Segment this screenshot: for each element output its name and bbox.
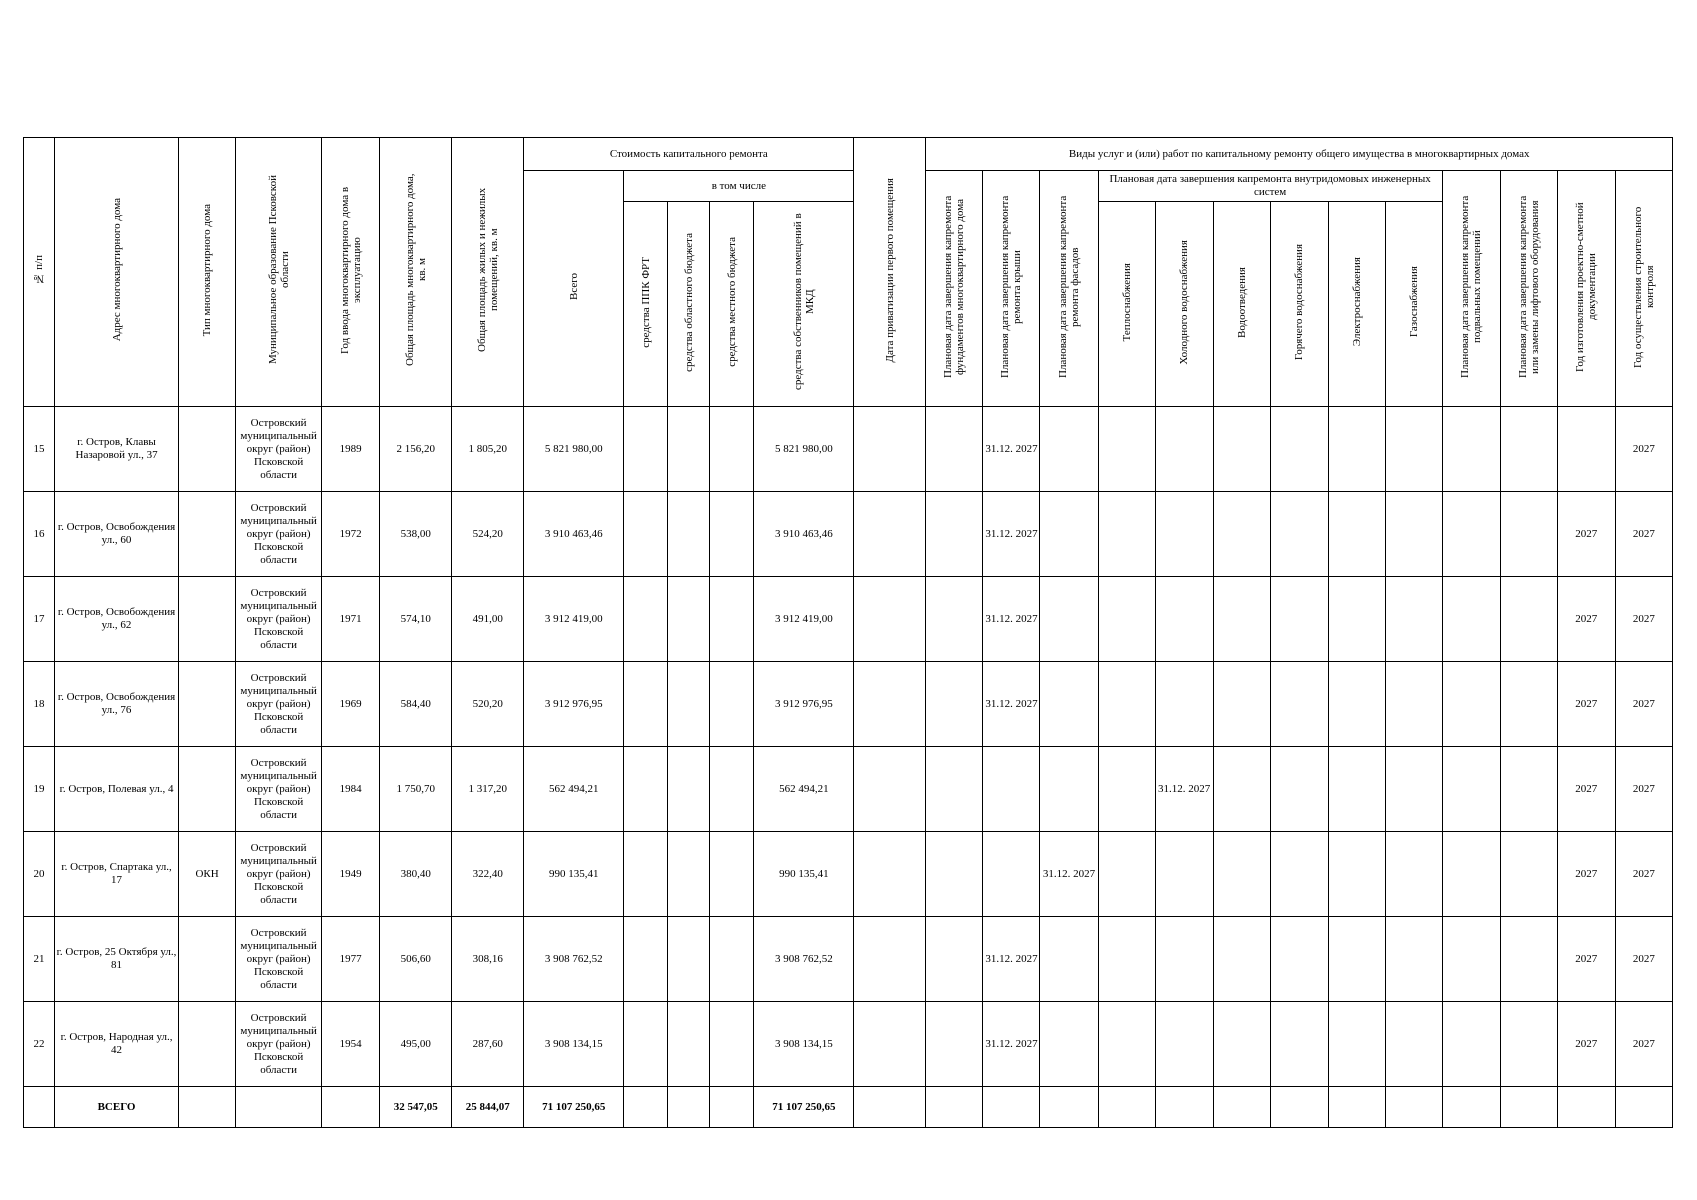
row-total-cost: 5 821 980,00 — [524, 407, 624, 492]
row-hot-water-date — [1270, 832, 1328, 917]
row-total-cost: 3 910 463,46 — [524, 492, 624, 577]
row-heating-date — [1098, 407, 1155, 492]
row-foundation-date — [926, 747, 983, 832]
row-gas-date — [1385, 407, 1442, 492]
row-facade-date — [1040, 407, 1098, 492]
row-owners-funds: 562 494,21 — [754, 747, 854, 832]
row-elevator-date — [1500, 407, 1557, 492]
row-heating-date — [1098, 917, 1155, 1002]
row-design-doc-year: 2027 — [1557, 662, 1615, 747]
row-hot-water-date — [1270, 662, 1328, 747]
row-municipality: Островский муниципальный округ (район) Псковской области — [236, 917, 322, 1002]
row-local-budget — [710, 1002, 754, 1087]
row-house-type: ОКН — [179, 832, 236, 917]
row-local-budget — [710, 917, 754, 1002]
row-elevator-date — [1500, 747, 1557, 832]
row-gas-date — [1385, 747, 1442, 832]
header-foundation: Плановая дата завершения капремонта фундаментов многоквартирного дома — [926, 171, 983, 407]
table-row — [24, 917, 1673, 1002]
row-construction-control-year: 2027 — [1615, 747, 1672, 832]
row-total-area: 538,00 — [380, 492, 452, 577]
total-label: ВСЕГО — [55, 1087, 179, 1128]
row-address: г. Остров, Освобождения ул., 62 — [55, 577, 179, 662]
row-sewerage-date — [1213, 407, 1270, 492]
row-cold-water-date — [1155, 662, 1213, 747]
row-privatization-date — [854, 832, 926, 917]
row-owners-funds: 990 135,41 — [754, 832, 854, 917]
row-roof-date — [983, 747, 1040, 832]
row-construction-control-year: 2027 — [1615, 577, 1672, 662]
row-facade-date — [1040, 662, 1098, 747]
row-facade-date: 31.12. 2027 — [1040, 832, 1098, 917]
row-electricity-date — [1328, 492, 1385, 577]
row-elevator-date — [1500, 832, 1557, 917]
row-sewerage-date — [1213, 662, 1270, 747]
row-cold-water-date — [1155, 917, 1213, 1002]
row-design-doc-year: 2027 — [1557, 832, 1615, 917]
capital-repair-table — [23, 137, 1673, 1128]
header-owners-funds: средства собственников помещений в МКД — [754, 202, 854, 407]
row-premises-area: 491,00 — [452, 577, 524, 662]
row-regional-budget — [668, 492, 710, 577]
row-municipality: Островский муниципальный округ (район) Псковской области — [236, 407, 322, 492]
row-privatization-date — [854, 492, 926, 577]
row-hot-water-date — [1270, 917, 1328, 1002]
row-sewerage-date — [1213, 577, 1270, 662]
row-ppk-frt — [624, 917, 668, 1002]
row-ppk-frt — [624, 747, 668, 832]
row-gas-date — [1385, 832, 1442, 917]
row-premises-area: 287,60 — [452, 1002, 524, 1087]
header-roof: Плановая дата завершения капремонта ремонта крыши — [983, 171, 1040, 407]
row-year-built: 1972 — [322, 492, 380, 577]
row-num: 17 — [24, 577, 55, 662]
header-sewerage: Водоотведения — [1213, 202, 1270, 407]
row-total-cost: 3 908 134,15 — [524, 1002, 624, 1087]
row-construction-control-year: 2027 — [1615, 492, 1672, 577]
row-house-type — [179, 407, 236, 492]
row-gas-date — [1385, 577, 1442, 662]
row-regional-budget — [668, 747, 710, 832]
row-basement-date — [1442, 917, 1500, 1002]
header-year-built: Год ввода многоквартирного дома в эксплуатацию — [322, 138, 380, 407]
row-heating-date — [1098, 492, 1155, 577]
row-basement-date — [1442, 832, 1500, 917]
header-engineering-group: Плановая дата завершения капремонта внутридомовых инженерных систем — [1098, 171, 1442, 202]
row-roof-date: 31.12. 2027 — [983, 492, 1040, 577]
header-hot-water: Горячего водоснабжения — [1270, 202, 1328, 407]
row-municipality: Островский муниципальный округ (район) Псковской области — [236, 577, 322, 662]
total-area-sum: 32 547,05 — [380, 1087, 452, 1128]
row-gas-date — [1385, 662, 1442, 747]
row-cold-water-date — [1155, 407, 1213, 492]
row-foundation-date — [926, 407, 983, 492]
row-house-type — [179, 662, 236, 747]
row-construction-control-year: 2027 — [1615, 407, 1672, 492]
table-row — [24, 747, 1673, 832]
row-num: 19 — [24, 747, 55, 832]
row-elevator-date — [1500, 492, 1557, 577]
row-address: г. Остров, Народная ул., 42 — [55, 1002, 179, 1087]
header-works-group: Виды услуг и (или) работ по капитальному ремонту общего имущества в многоквартирных домах — [926, 138, 1673, 171]
row-sewerage-date — [1213, 1002, 1270, 1087]
row-num: 16 — [24, 492, 55, 577]
row-foundation-date — [926, 577, 983, 662]
row-owners-funds: 3 910 463,46 — [754, 492, 854, 577]
row-premises-area: 520,20 — [452, 662, 524, 747]
row-regional-budget — [668, 407, 710, 492]
row-cold-water-date: 31.12. 2027 — [1155, 747, 1213, 832]
header-municipality: Муниципальное образование Псковской области — [236, 138, 322, 407]
row-electricity-date — [1328, 1002, 1385, 1087]
row-design-doc-year: 2027 — [1557, 492, 1615, 577]
header-design-doc: Год изготовления проектно-сметной документации — [1557, 171, 1615, 407]
row-year-built: 1949 — [322, 832, 380, 917]
table-row — [24, 407, 1673, 492]
table-row — [24, 832, 1673, 917]
row-hot-water-date — [1270, 747, 1328, 832]
row-heating-date — [1098, 662, 1155, 747]
row-address: г. Остров, Освобождения ул., 76 — [55, 662, 179, 747]
row-total-cost: 3 912 976,95 — [524, 662, 624, 747]
row-year-built: 1971 — [322, 577, 380, 662]
row-electricity-date — [1328, 577, 1385, 662]
row-address: г. Остров, 25 Октября ул., 81 — [55, 917, 179, 1002]
header-local-budget: средства местного бюджета — [710, 202, 754, 407]
row-privatization-date — [854, 407, 926, 492]
row-house-type — [179, 1002, 236, 1087]
row-cold-water-date — [1155, 492, 1213, 577]
row-local-budget — [710, 662, 754, 747]
row-premises-area: 308,16 — [452, 917, 524, 1002]
row-sewerage-date — [1213, 832, 1270, 917]
row-ppk-frt — [624, 832, 668, 917]
row-design-doc-year: 2027 — [1557, 917, 1615, 1002]
row-local-budget — [710, 577, 754, 662]
row-ppk-frt — [624, 577, 668, 662]
row-privatization-date — [854, 747, 926, 832]
row-basement-date — [1442, 407, 1500, 492]
row-roof-date: 31.12. 2027 — [983, 1002, 1040, 1087]
row-municipality: Островский муниципальный округ (район) Псковской области — [236, 662, 322, 747]
row-total-area: 495,00 — [380, 1002, 452, 1087]
row-heating-date — [1098, 747, 1155, 832]
row-elevator-date — [1500, 1002, 1557, 1087]
row-house-type — [179, 492, 236, 577]
row-owners-funds: 3 912 419,00 — [754, 577, 854, 662]
row-basement-date — [1442, 1002, 1500, 1087]
row-total-cost: 3 912 419,00 — [524, 577, 624, 662]
row-num: 18 — [24, 662, 55, 747]
total-premises-sum: 25 844,07 — [452, 1087, 524, 1128]
row-construction-control-year: 2027 — [1615, 1002, 1672, 1087]
row-construction-control-year: 2027 — [1615, 832, 1672, 917]
row-electricity-date — [1328, 917, 1385, 1002]
row-house-type — [179, 917, 236, 1002]
row-owners-funds: 3 908 762,52 — [754, 917, 854, 1002]
row-local-budget — [710, 492, 754, 577]
row-construction-control-year: 2027 — [1615, 917, 1672, 1002]
row-ppk-frt — [624, 662, 668, 747]
row-foundation-date — [926, 917, 983, 1002]
row-sewerage-date — [1213, 492, 1270, 577]
row-premises-area: 322,40 — [452, 832, 524, 917]
row-basement-date — [1442, 747, 1500, 832]
row-privatization-date — [854, 662, 926, 747]
row-hot-water-date — [1270, 1002, 1328, 1087]
row-hot-water-date — [1270, 492, 1328, 577]
row-design-doc-year: 2027 — [1557, 747, 1615, 832]
row-year-built: 1977 — [322, 917, 380, 1002]
row-cold-water-date — [1155, 832, 1213, 917]
row-owners-funds: 3 908 134,15 — [754, 1002, 854, 1087]
row-municipality: Островский муниципальный округ (район) Псковской области — [236, 747, 322, 832]
row-total-area: 1 750,70 — [380, 747, 452, 832]
header-total-area: Общая площадь многоквартирного дома, кв. м — [380, 138, 452, 407]
row-gas-date — [1385, 492, 1442, 577]
row-facade-date — [1040, 1002, 1098, 1087]
row-basement-date — [1442, 577, 1500, 662]
row-foundation-date — [926, 1002, 983, 1087]
row-foundation-date — [926, 662, 983, 747]
row-num: 22 — [24, 1002, 55, 1087]
row-premises-area: 1 805,20 — [452, 407, 524, 492]
header-num: № п/п — [24, 138, 55, 407]
header-elevator: Плановая дата завершения капремонта или замены лифтового оборудования — [1500, 171, 1557, 407]
row-house-type — [179, 747, 236, 832]
row-construction-control-year: 2027 — [1615, 662, 1672, 747]
row-regional-budget — [668, 577, 710, 662]
header-electricity: Электроснабжения — [1328, 202, 1385, 407]
row-cold-water-date — [1155, 577, 1213, 662]
row-roof-date: 31.12. 2027 — [983, 577, 1040, 662]
row-electricity-date — [1328, 662, 1385, 747]
row-roof-date — [983, 832, 1040, 917]
total-cost-sum: 71 107 250,65 — [524, 1087, 624, 1128]
header-privatization-date: Дата приватизации первого помещения — [854, 138, 926, 407]
table-row — [24, 492, 1673, 577]
row-total-area: 574,10 — [380, 577, 452, 662]
row-gas-date — [1385, 917, 1442, 1002]
row-total-cost: 3 908 762,52 — [524, 917, 624, 1002]
row-municipality: Островский муниципальный округ (район) Псковской области — [236, 832, 322, 917]
row-owners-funds: 5 821 980,00 — [754, 407, 854, 492]
row-facade-date — [1040, 577, 1098, 662]
row-basement-date — [1442, 492, 1500, 577]
row-basement-date — [1442, 662, 1500, 747]
header-total-cost: Всего — [524, 171, 624, 407]
row-heating-date — [1098, 577, 1155, 662]
row-electricity-date — [1328, 407, 1385, 492]
row-facade-date — [1040, 747, 1098, 832]
row-ppk-frt — [624, 407, 668, 492]
row-address: г. Остров, Клавы Назаровой ул., 37 — [55, 407, 179, 492]
row-address: г. Остров, Спартака ул., 17 — [55, 832, 179, 917]
row-hot-water-date — [1270, 407, 1328, 492]
row-heating-date — [1098, 1002, 1155, 1087]
row-num: 20 — [24, 832, 55, 917]
header-address: Адрес многоквартирного дома — [55, 138, 179, 407]
row-year-built: 1954 — [322, 1002, 380, 1087]
row-year-built: 1984 — [322, 747, 380, 832]
row-hot-water-date — [1270, 577, 1328, 662]
total-row — [24, 1087, 1673, 1128]
row-foundation-date — [926, 832, 983, 917]
row-year-built: 1989 — [322, 407, 380, 492]
table-body — [24, 407, 1673, 1087]
row-premises-area: 1 317,20 — [452, 747, 524, 832]
row-total-area: 2 156,20 — [380, 407, 452, 492]
row-privatization-date — [854, 1002, 926, 1087]
table-row — [24, 577, 1673, 662]
row-premises-area: 524,20 — [452, 492, 524, 577]
row-electricity-date — [1328, 747, 1385, 832]
row-foundation-date — [926, 492, 983, 577]
header-gas: Газоснабжения — [1385, 202, 1442, 407]
row-ppk-frt — [624, 492, 668, 577]
header-basement: Плановая дата завершения капремонта подвальных помещений — [1442, 171, 1500, 407]
row-elevator-date — [1500, 662, 1557, 747]
row-roof-date: 31.12. 2027 — [983, 407, 1040, 492]
row-privatization-date — [854, 577, 926, 662]
row-facade-date — [1040, 917, 1098, 1002]
row-total-area: 506,60 — [380, 917, 452, 1002]
row-cold-water-date — [1155, 1002, 1213, 1087]
row-year-built: 1969 — [322, 662, 380, 747]
row-local-budget — [710, 832, 754, 917]
row-regional-budget — [668, 662, 710, 747]
row-elevator-date — [1500, 577, 1557, 662]
row-privatization-date — [854, 917, 926, 1002]
row-regional-budget — [668, 917, 710, 1002]
row-municipality: Островский муниципальный округ (район) Псковской области — [236, 492, 322, 577]
header-house-type: Тип многоквартирного дома — [179, 138, 236, 407]
header-ppk-frt: средства ППК ФРТ — [624, 202, 668, 407]
row-electricity-date — [1328, 832, 1385, 917]
table-row — [24, 662, 1673, 747]
row-ppk-frt — [624, 1002, 668, 1087]
row-owners-funds: 3 912 976,95 — [754, 662, 854, 747]
row-regional-budget — [668, 832, 710, 917]
row-design-doc-year: 2027 — [1557, 577, 1615, 662]
header-construction-control: Год осуществления строительного контроля — [1615, 171, 1672, 407]
row-address: г. Остров, Полевая ул., 4 — [55, 747, 179, 832]
row-gas-date — [1385, 1002, 1442, 1087]
table-row — [24, 1002, 1673, 1087]
row-heating-date — [1098, 832, 1155, 917]
row-regional-budget — [668, 1002, 710, 1087]
row-address: г. Остров, Освобождения ул., 60 — [55, 492, 179, 577]
row-sewerage-date — [1213, 747, 1270, 832]
header-heating: Теплоснабжения — [1098, 202, 1155, 407]
row-local-budget — [710, 407, 754, 492]
row-roof-date: 31.12. 2027 — [983, 917, 1040, 1002]
header-regional-budget: средства областного бюджета — [668, 202, 710, 407]
row-design-doc-year — [1557, 407, 1615, 492]
total-owners-sum: 71 107 250,65 — [754, 1087, 854, 1128]
row-total-cost: 990 135,41 — [524, 832, 624, 917]
row-total-area: 584,40 — [380, 662, 452, 747]
row-total-area: 380,40 — [380, 832, 452, 917]
row-design-doc-year: 2027 — [1557, 1002, 1615, 1087]
header-facade: Плановая дата завершения капремонта ремонта фасадов — [1040, 171, 1098, 407]
row-num: 15 — [24, 407, 55, 492]
row-house-type — [179, 577, 236, 662]
row-local-budget — [710, 747, 754, 832]
row-elevator-date — [1500, 917, 1557, 1002]
row-roof-date: 31.12. 2027 — [983, 662, 1040, 747]
row-num: 21 — [24, 917, 55, 1002]
row-sewerage-date — [1213, 917, 1270, 1002]
header-cold-water: Холодного водоснабжения — [1155, 202, 1213, 407]
row-total-cost: 562 494,21 — [524, 747, 624, 832]
header-premises-area: Общая площадь жилых и нежилых помещений, кв. м — [452, 138, 524, 407]
header-including: в том числе — [624, 171, 854, 202]
row-municipality: Островский муниципальный округ (район) Псковской области — [236, 1002, 322, 1087]
row-facade-date — [1040, 492, 1098, 577]
header-cost-group: Стоимость капитального ремонта — [524, 138, 854, 171]
